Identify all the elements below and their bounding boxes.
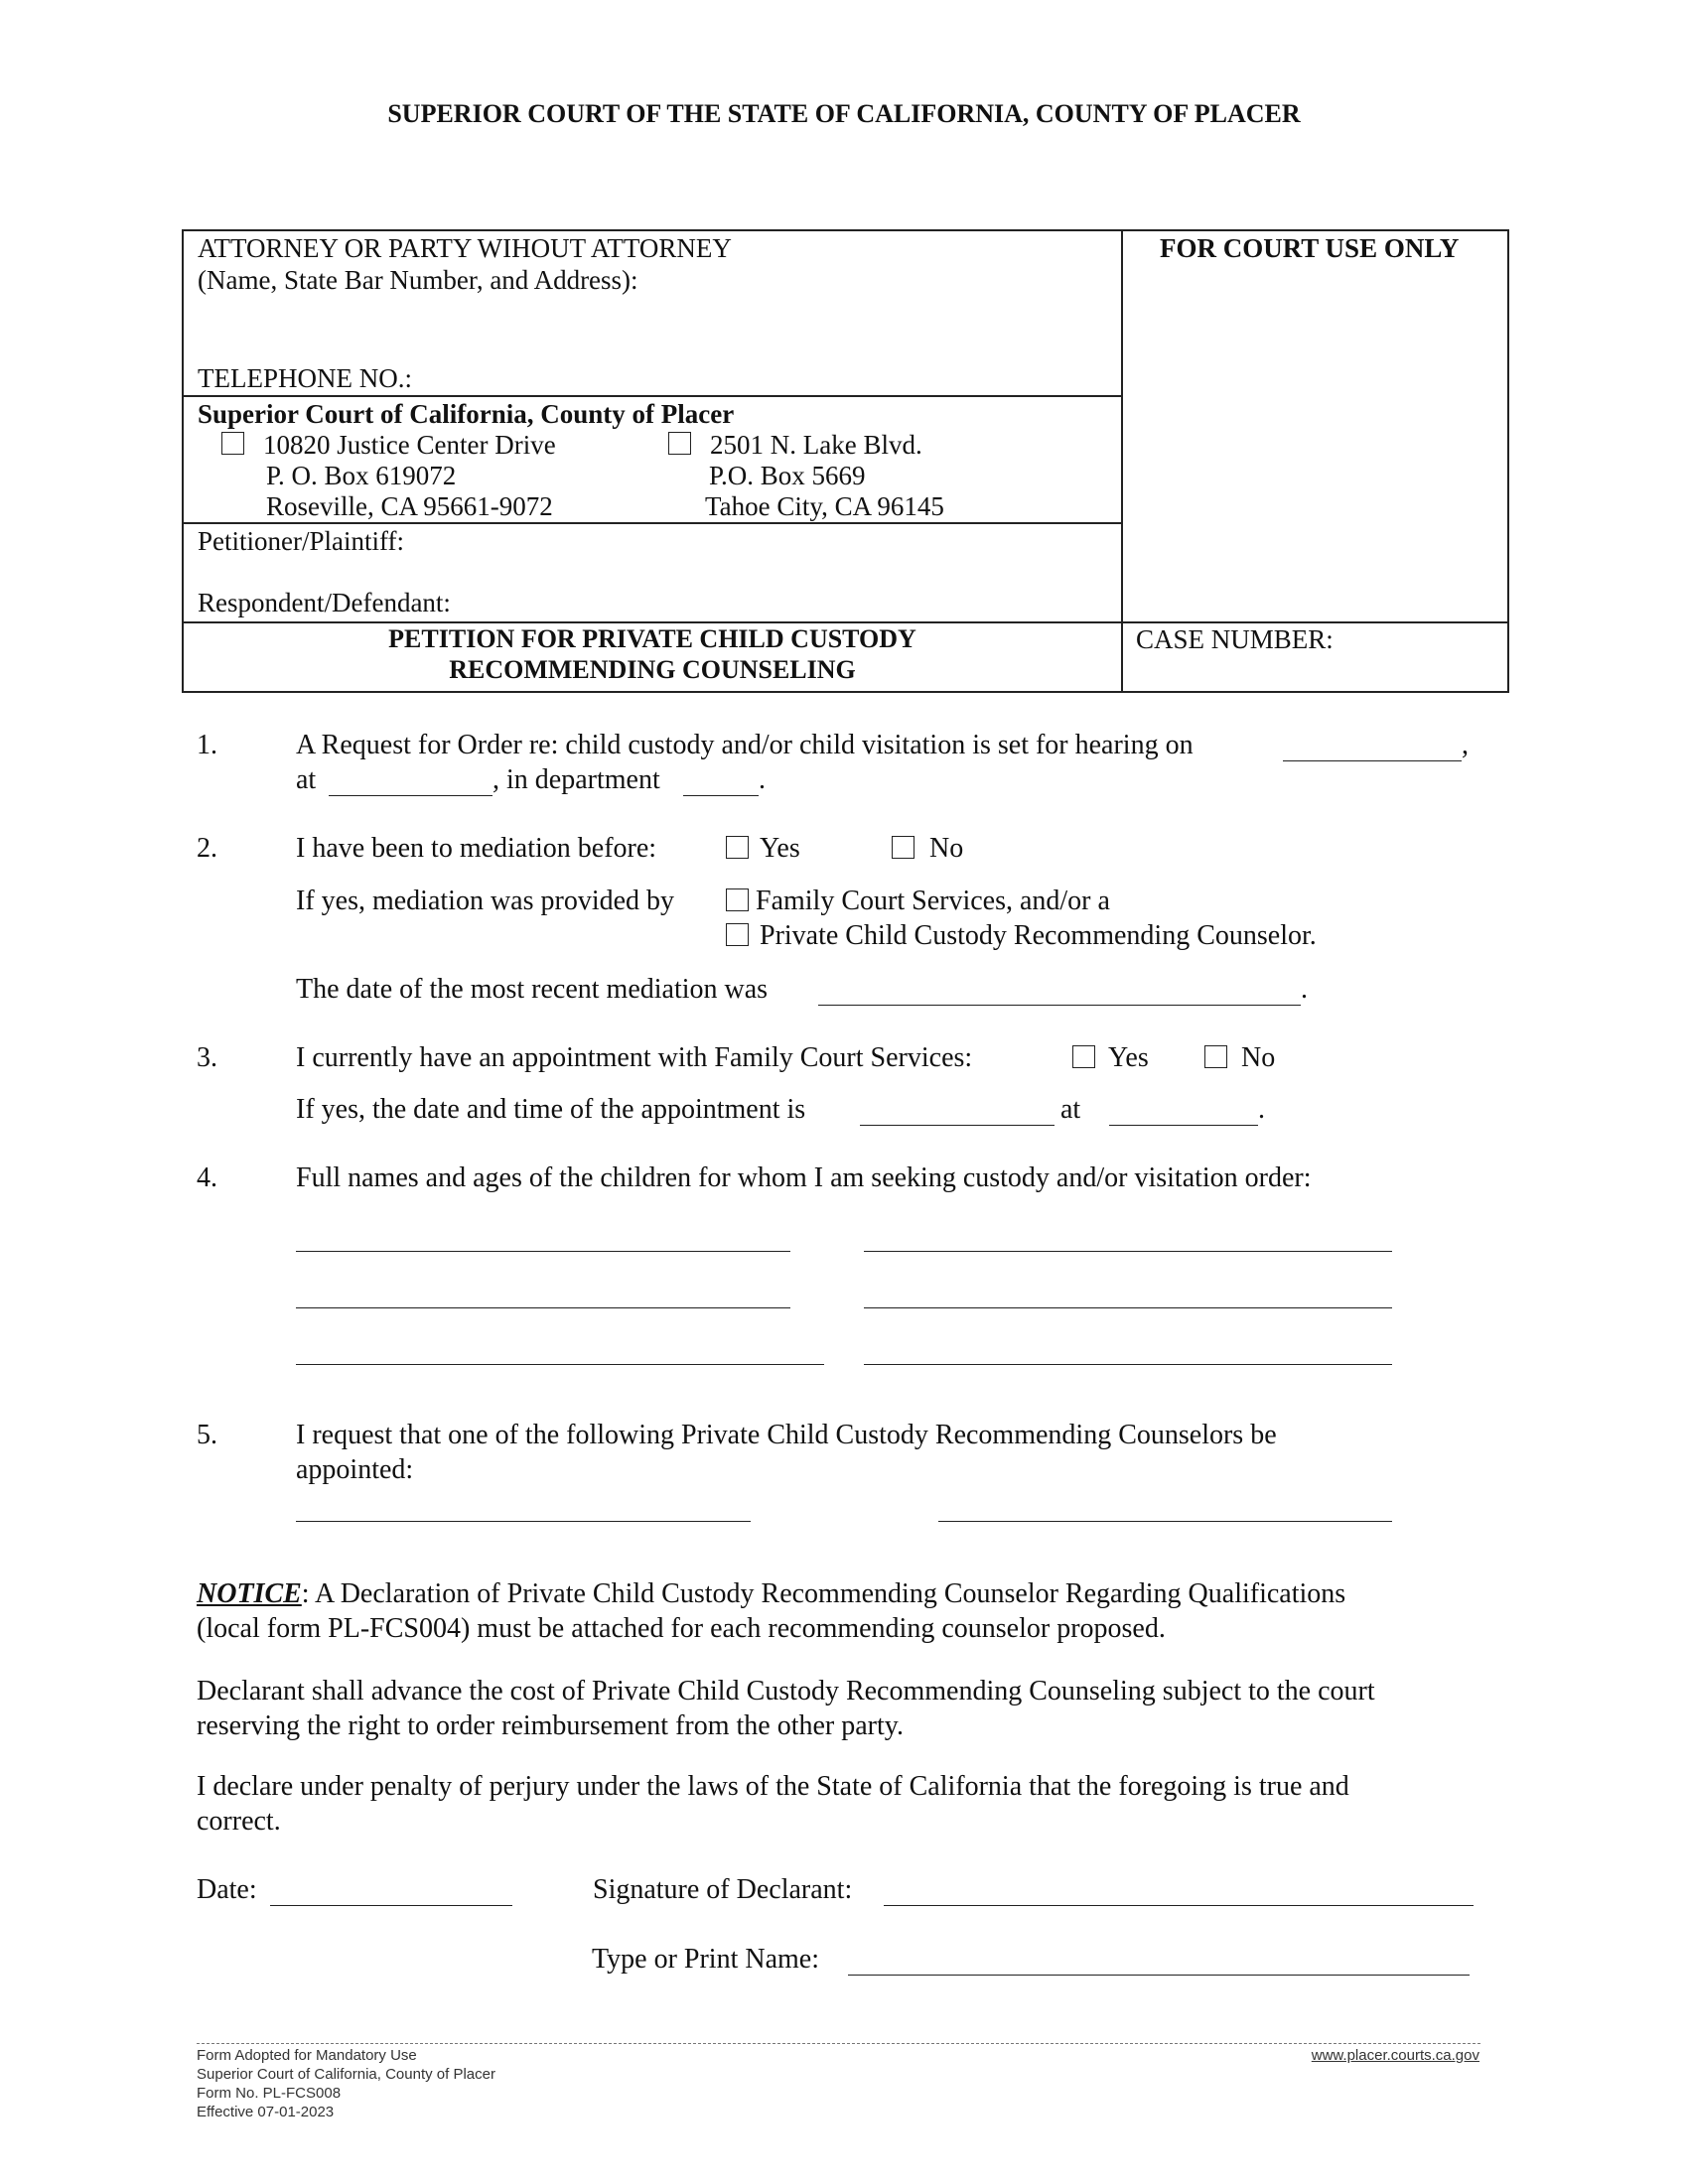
form-title-line-2: RECOMMENDING COUNSELING (449, 655, 856, 684)
date-field[interactable] (270, 1905, 512, 1906)
item-1-number: 1. (197, 730, 217, 760)
item-2-period: . (1301, 974, 1308, 1005)
perjury-line-1: I declare under penalty of perjury under the laws of the State of California that the foregoing is true and (197, 1771, 1349, 1802)
petitioner-label: Petitioner/Plaintiff: (198, 526, 404, 556)
child-name-field-4[interactable] (864, 1307, 1392, 1308)
address-tahoe-city: Tahoe City, CA 96145 (705, 491, 944, 521)
notice-text-2: (local form PL-FCS004) must be attached for each recommending counselor proposed. (197, 1613, 1166, 1644)
item-1-at: at (296, 764, 317, 795)
item-1-period: . (759, 764, 766, 795)
footer-website-link[interactable] (1289, 2047, 1479, 2064)
counselor-field-2[interactable] (938, 1521, 1392, 1522)
notice-paragraph (197, 1577, 1345, 1611)
mediation-yes-label: Yes (760, 833, 800, 864)
appointment-no-label: No (1241, 1042, 1276, 1073)
mediation-no-checkbox[interactable] (892, 836, 914, 859)
item-2-provided-by: If yes, mediation was provided by (296, 886, 675, 916)
declarant-line-2: reserving the right to order reimbursement from the other party. (197, 1710, 904, 1741)
item-1-text: A Request for Order re: child custody and/or child visitation is set for hearing on (296, 730, 1194, 760)
item-5-text-line-2: appointed: (296, 1454, 414, 1485)
hearing-date-field[interactable] (1283, 760, 1462, 761)
item-1-in-department: , in department (492, 764, 660, 795)
counselor-field-1[interactable] (296, 1521, 751, 1522)
item-3-at: at (1060, 1094, 1081, 1125)
item-5-text-line-1: I request that one of the following Private Child Custody Recommending Counselors be (296, 1420, 1277, 1450)
child-name-field-1[interactable] (296, 1251, 790, 1252)
address-roseville-city: Roseville, CA 95661-9072 (266, 491, 553, 521)
checkbox-tahoe[interactable] (668, 432, 691, 455)
mediation-yes-checkbox[interactable] (726, 836, 749, 859)
notice-text-1: : A Declaration of Private Child Custody Recommending Counselor Regarding Qualifications (301, 1578, 1346, 1609)
signature-field[interactable] (884, 1905, 1474, 1906)
address-roseville-box: P. O. Box 619072 (266, 461, 457, 490)
notice-label: NOTICE (197, 1578, 302, 1609)
court-title: SUPERIOR COURT OF THE STATE OF CALIFORNIA, COUNTY OF PLACER (387, 99, 1301, 128)
item-4-text: Full names and ages of the children for whom I am seeking custody and/or visitation order: (296, 1162, 1312, 1193)
signature-label: Signature of Declarant: (593, 1874, 853, 1905)
telephone-label: TELEPHONE NO.: (198, 363, 412, 393)
appointment-date-field[interactable] (860, 1125, 1055, 1126)
fcs-label: Family Court Services, and/or a (756, 886, 1110, 916)
perjury-line-2: correct. (197, 1806, 281, 1837)
appointment-no-checkbox[interactable] (1204, 1045, 1227, 1068)
declarant-line-1: Declarant shall advance the cost of Private Child Custody Recommending Counseling subject to the court (197, 1676, 1375, 1706)
appointment-time-field[interactable] (1109, 1125, 1258, 1126)
date-label: Date: (197, 1874, 257, 1905)
child-name-field-2[interactable] (864, 1251, 1392, 1252)
department-field[interactable] (683, 795, 759, 796)
private-counselor-checkbox[interactable] (726, 923, 749, 946)
child-name-field-3[interactable] (296, 1307, 790, 1308)
footer-court: Superior Court of California, County of Placer (197, 2066, 495, 2083)
address-roseville-street: 10820 Justice Center Drive (263, 430, 556, 460)
print-name-field[interactable] (848, 1975, 1470, 1976)
print-name-label: Type or Print Name: (592, 1944, 819, 1975)
footer-adopted: Form Adopted for Mandatory Use (197, 2047, 417, 2064)
item-2-number: 2. (197, 833, 217, 864)
item-3-question: I currently have an appointment with Family Court Services: (296, 1042, 973, 1073)
child-name-field-6[interactable] (864, 1364, 1392, 1365)
item-2-date-label: The date of the most recent mediation was (296, 974, 769, 1005)
appointment-yes-label: Yes (1108, 1042, 1149, 1073)
form-title-line-1: PETITION FOR PRIVATE CHILD CUSTODY (388, 624, 916, 653)
address-tahoe-street: 2501 N. Lake Blvd. (710, 430, 922, 460)
private-counselor-label: Private Child Custody Recommending Counselor. (760, 920, 1317, 951)
checkbox-roseville[interactable] (221, 432, 244, 455)
address-tahoe-box: P.O. Box 5669 (709, 461, 866, 490)
website-link[interactable]: www.placer.courts.ca.gov (1311, 2047, 1479, 2064)
item-5-number: 5. (197, 1420, 217, 1450)
fcs-checkbox[interactable] (726, 888, 749, 911)
respondent-label: Respondent/Defendant: (198, 588, 451, 617)
attorney-label: ATTORNEY OR PARTY WIHOUT ATTORNEY (198, 233, 732, 263)
attorney-label-sub: (Name, State Bar Number, and Address): (198, 265, 638, 295)
case-number-label: CASE NUMBER: (1136, 624, 1334, 654)
footer-effective: Effective 07-01-2023 (197, 2104, 335, 2120)
footer-rule (197, 2043, 1480, 2044)
hearing-time-field[interactable] (329, 795, 492, 796)
footer-form-number: Form No. PL-FCS008 (197, 2085, 342, 2102)
item-1-comma: , (1462, 730, 1469, 760)
item-4-number: 4. (197, 1162, 217, 1193)
court-name: Superior Court of California, County of Placer (198, 399, 735, 429)
item-2-question: I have been to mediation before: (296, 833, 657, 864)
child-name-field-5[interactable] (296, 1364, 824, 1365)
item-3-number: 3. (197, 1042, 217, 1073)
item-3-period: . (1258, 1094, 1265, 1125)
item-3-date-label: If yes, the date and time of the appointment is (296, 1094, 806, 1125)
mediation-date-field[interactable] (818, 1005, 1301, 1006)
appointment-yes-checkbox[interactable] (1072, 1045, 1095, 1068)
mediation-no-label: No (929, 833, 964, 864)
court-use-label: FOR COURT USE ONLY (1160, 233, 1460, 263)
